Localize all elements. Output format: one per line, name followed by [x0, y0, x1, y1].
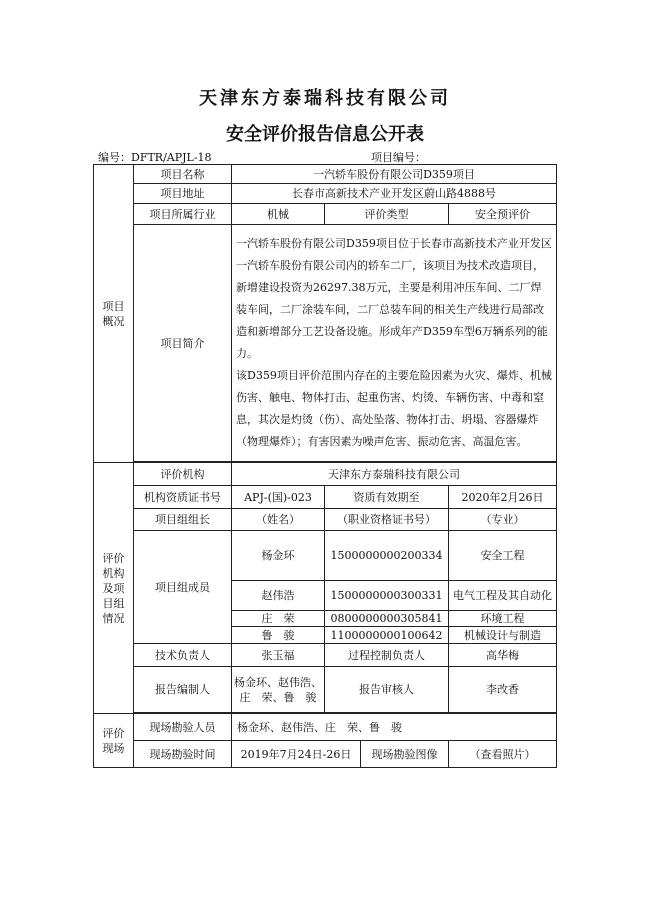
valid-value: 2020年2月26日 — [449, 486, 557, 509]
col-major-header: （专业） — [449, 509, 557, 531]
member-cert: 1500000000300331 — [325, 581, 449, 611]
project-address-value: 长春市高新技术产业开发区蔚山路4888号 — [232, 184, 557, 204]
project-name-value: 一汽轿车股份有限公司D359项目 — [232, 165, 557, 184]
cert-value: APJ-(国)-023 — [232, 486, 325, 509]
cert-label: 机构资质证书号 — [134, 486, 232, 509]
process-lead-value: 高华梅 — [449, 644, 557, 667]
project-number-label: 项目编号： — [371, 151, 426, 164]
member-major: 安全工程 — [449, 531, 557, 581]
project-address-label: 项目地址 — [134, 184, 232, 204]
col-cert-header: （职业资格证书号） — [325, 509, 449, 531]
member-major: 机械设计与制造 — [449, 627, 557, 644]
tech-lead-label: 技术负责人 — [134, 644, 232, 667]
member-name: 赵伟浩 — [232, 581, 325, 611]
valid-label: 资质有效期至 — [325, 486, 449, 509]
member-cert: 0800000000305841 — [325, 611, 449, 627]
tech-lead-value: 张玉福 — [232, 644, 325, 667]
intro-paragraph-2: 该D359项目评价范围内存在的主要危险因素为火灾、爆炸、机械伤害、触电、物体打击、起重伤害、灼烫、车辆伤害、中毒和窒息，其次是灼烫（伤）、高处坠落、物体打击、坍塌、容器爆炸（物理爆炸）；有害因素为噪声危害、振动危害、高温危害。 — [236, 369, 552, 448]
editor-label: 报告编制人 — [134, 667, 232, 713]
view-photos-link[interactable]: （查看照片） — [449, 741, 557, 768]
member-major: 电气工程及其自动化 — [449, 581, 557, 611]
section-site: 评价 现场 — [94, 714, 134, 768]
eval-type-label: 评价类型 — [325, 204, 449, 225]
intro-paragraph-1: 一汽轿车股份有限公司D359项目位于长春市高新技术产业开发区一汽轿车股份有限公司内的轿车二厂，该项目为技术改造项目，新增建设投资为26297.38万元，主要是利用冲压车间、二厂焊装车间，二厂涂装车间，二厂总装车间的相关生产线进行局部改造和新增部分工艺设备设施。形成年产D359车型6万辆系列的能力。 — [236, 237, 552, 360]
process-lead-label: 过程控制负责人 — [325, 644, 449, 667]
section-agency: 评价 机构 及项 目组 情况 — [94, 463, 134, 714]
eval-type-value: 安全预评价 — [449, 204, 557, 225]
member-cert: 1500000000200334 — [325, 531, 449, 581]
editor-line-2: 庄 荣、鲁 骏 — [239, 690, 317, 704]
project-name-label: 项目名称 — [134, 165, 232, 184]
industry-label: 项目所属行业 — [134, 204, 232, 225]
members-label: 项目组成员 — [134, 531, 232, 644]
section-overview: 项目 概况 — [94, 165, 134, 463]
member-name: 鲁 骏 — [232, 627, 325, 644]
member-major: 环境工程 — [449, 611, 557, 627]
industry-value: 机械 — [232, 204, 325, 225]
reviewer-label: 报告审核人 — [325, 667, 449, 713]
company-name: 天津东方泰瑞科技有限公司 — [199, 88, 451, 109]
site-time-label: 现场勘验时间 — [134, 741, 232, 768]
member-cert: 1100000000100642 — [325, 627, 449, 644]
leader-label: 项目组组长 — [134, 509, 232, 531]
site-staff-value: 杨金环、赵伟浩、庄 荣、鲁 骏 — [232, 714, 557, 741]
info-table — [93, 164, 557, 768]
agency-value: 天津东方泰瑞科技有限公司 — [232, 463, 557, 486]
editor-line-1: 杨金环、赵伟浩、 — [234, 675, 322, 689]
site-staff-label: 现场勘验人员 — [134, 714, 232, 741]
meta-row — [93, 149, 553, 165]
reviewer-value: 李改香 — [449, 667, 557, 713]
document-code: 编号：DFTR/APJL-18 — [98, 151, 212, 164]
agency-label: 评价机构 — [134, 463, 232, 486]
site-time-value: 2019年7月24日-26日 — [232, 741, 361, 768]
member-name: 庄 荣 — [232, 611, 325, 627]
page-title: 安全评价报告信息公开表 — [226, 124, 424, 145]
editor-value — [232, 667, 325, 713]
col-name-header: （姓名） — [232, 509, 325, 531]
intro-text — [232, 225, 557, 462]
site-image-label: 现场勘验图像 — [361, 741, 449, 768]
member-name: 杨金环 — [232, 531, 325, 581]
intro-label: 项目简介 — [134, 225, 232, 462]
